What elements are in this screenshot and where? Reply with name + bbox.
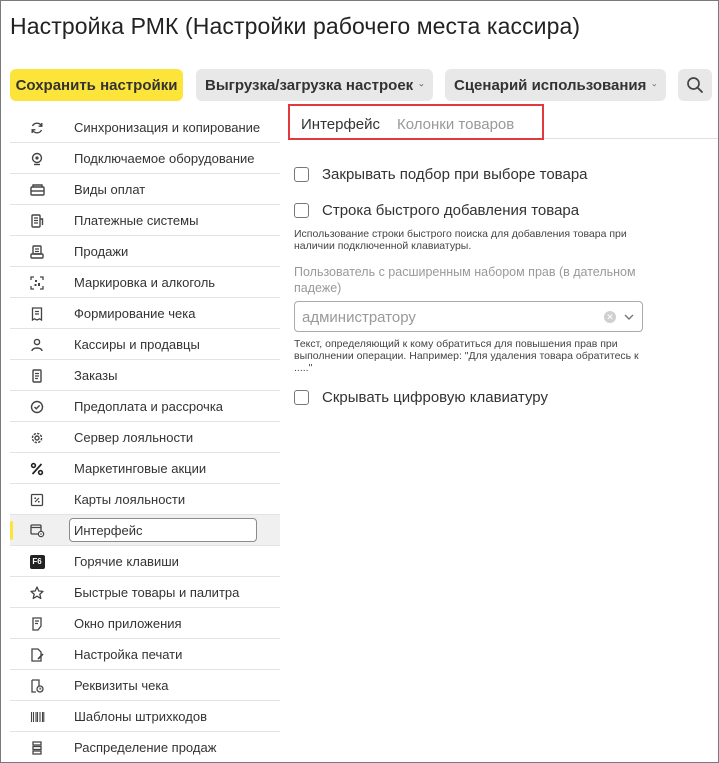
privileged-user-label: Пользователь с расширенным набором прав (в дательном падеже) [294, 265, 636, 295]
sidebar-item-label: Заказы [74, 367, 118, 383]
privileged-user-select[interactable] [294, 301, 643, 332]
sidebar-item-label: Распределение продаж [74, 739, 217, 755]
gear-icon [29, 430, 45, 446]
sidebar-item-label: Синхронизация и копирование [74, 119, 261, 135]
sidebar-item-label: Виды оплат [74, 181, 146, 197]
sidebar-item[interactable] [10, 143, 280, 174]
sidebar-item-label: Настройка печати [74, 646, 183, 662]
hide-numpad-setting[interactable] [294, 389, 548, 406]
sidebar-item[interactable] [10, 608, 280, 639]
export-import-label: Выгрузка/загрузка настроек [205, 76, 414, 94]
sidebar-item-label: Карты лояльности [74, 491, 186, 507]
window-icon [29, 616, 45, 632]
export-import-button[interactable] [196, 69, 433, 101]
close-selection-label: Закрывать подбор при выборе товара [322, 166, 588, 183]
chevron-down-icon [419, 80, 424, 90]
privileged-user-note: Текст, определяющий к кому обратиться для повышения прав при выполнении операции. Например: "Для удаления товара обратитесь к ....." [294, 338, 639, 374]
page-title: Настройка РМК (Настройки рабочего места кассира) [10, 13, 581, 39]
search-button[interactable] [678, 69, 712, 101]
quick-add-row-checkbox[interactable] [294, 203, 309, 218]
privileged-user-value: администратору [302, 309, 416, 326]
sidebar-item[interactable] [10, 267, 280, 298]
chevron-down-icon[interactable] [623, 312, 635, 322]
tab-product-columns[interactable]: Колонки товаров [397, 116, 515, 133]
sidebar-item-label: Сервер лояльности [74, 429, 194, 445]
sidebar-item-label: Маркетинговые акции [74, 460, 207, 476]
receipt-details-icon [29, 678, 45, 694]
prepayment-icon [29, 399, 45, 415]
print-settings-icon [29, 647, 45, 663]
tab-interface[interactable]: Интерфейс [301, 116, 381, 133]
sidebar-item-label: Маркировка и алкоголь [74, 274, 216, 290]
clear-icon[interactable]: ✕ [604, 311, 616, 323]
sidebar-item-label: Формирование чека [74, 305, 196, 321]
sidebar-item[interactable] [10, 546, 280, 577]
close-selection-checkbox[interactable] [294, 167, 309, 182]
sidebar-item[interactable] [10, 174, 280, 205]
barcode-icon [29, 709, 45, 725]
sidebar-item-label: Продажи [74, 243, 129, 259]
orders-icon [29, 368, 45, 384]
sidebar-item[interactable] [10, 577, 280, 608]
sidebar-item-label: Подключаемое оборудование [74, 150, 255, 166]
sidebar-item-label: Шаблоны штрихкодов [74, 708, 207, 724]
sidebar-item-label: Платежные системы [74, 212, 199, 228]
sidebar-item[interactable] [10, 236, 280, 267]
quick-add-row-setting[interactable] [294, 202, 579, 219]
sidebar-item[interactable] [10, 701, 280, 732]
hotkey-icon [29, 554, 45, 570]
sidebar-item[interactable] [10, 732, 280, 763]
star-icon [29, 585, 45, 601]
sidebar-item-label: Окно приложения [74, 615, 182, 631]
active-marker [10, 521, 13, 540]
sidebar-item[interactable] [10, 639, 280, 670]
hotkey-glyph: F6 [30, 555, 45, 569]
settings-sidebar [10, 112, 280, 763]
sidebar-item-label: Интерфейс [74, 522, 143, 538]
sidebar-item-label: Кассиры и продавцы [74, 336, 200, 352]
usage-scenario-button[interactable] [445, 69, 666, 101]
save-settings-button[interactable] [10, 69, 183, 101]
payment-systems-icon [29, 213, 45, 229]
sync-icon [29, 120, 45, 136]
receipt-icon [29, 306, 45, 322]
sidebar-item[interactable] [10, 329, 280, 360]
quick-add-row-note: Использование строки быстрого поиска для добавления товара при наличии подключенной клавиатуры. [294, 228, 627, 252]
sidebar-item[interactable] [10, 360, 280, 391]
sidebar-item[interactable] [10, 484, 280, 515]
payment-icon [29, 182, 45, 198]
cashier-icon [29, 337, 45, 353]
sidebar-item[interactable] [10, 205, 280, 236]
marking-icon [29, 275, 45, 291]
search-icon [686, 76, 704, 94]
sidebar-item[interactable] [10, 453, 280, 484]
sidebar-item-label: Реквизиты чека [74, 677, 169, 693]
sidebar-item[interactable] [10, 391, 280, 422]
interface-icon [29, 523, 45, 539]
equipment-icon [29, 151, 45, 167]
chevron-down-icon [652, 80, 657, 90]
sidebar-item[interactable] [10, 112, 280, 143]
distribution-icon [29, 740, 45, 756]
sales-icon [29, 244, 45, 260]
tab-bar [288, 104, 719, 139]
save-settings-label: Сохранить настройки [15, 76, 178, 94]
hide-numpad-checkbox[interactable] [294, 390, 309, 405]
sidebar-item[interactable] [10, 298, 280, 329]
hide-numpad-label: Скрывать цифровую клавиатуру [322, 389, 548, 406]
usage-scenario-label: Сценарий использования [454, 76, 647, 94]
sidebar-item[interactable] [10, 670, 280, 701]
sidebar-item-label: Быстрые товары и палитра [74, 584, 240, 600]
sidebar-item-label: Предоплата и рассрочка [74, 398, 224, 414]
quick-add-row-label: Строка быстрого добавления товара [322, 202, 580, 219]
percent-icon [29, 461, 45, 477]
close-selection-setting[interactable] [294, 166, 588, 183]
loyalty-card-icon [29, 492, 45, 508]
sidebar-item[interactable] [10, 515, 280, 546]
sidebar-item-label: Горячие клавиши [74, 553, 179, 569]
sidebar-item[interactable] [10, 422, 280, 453]
